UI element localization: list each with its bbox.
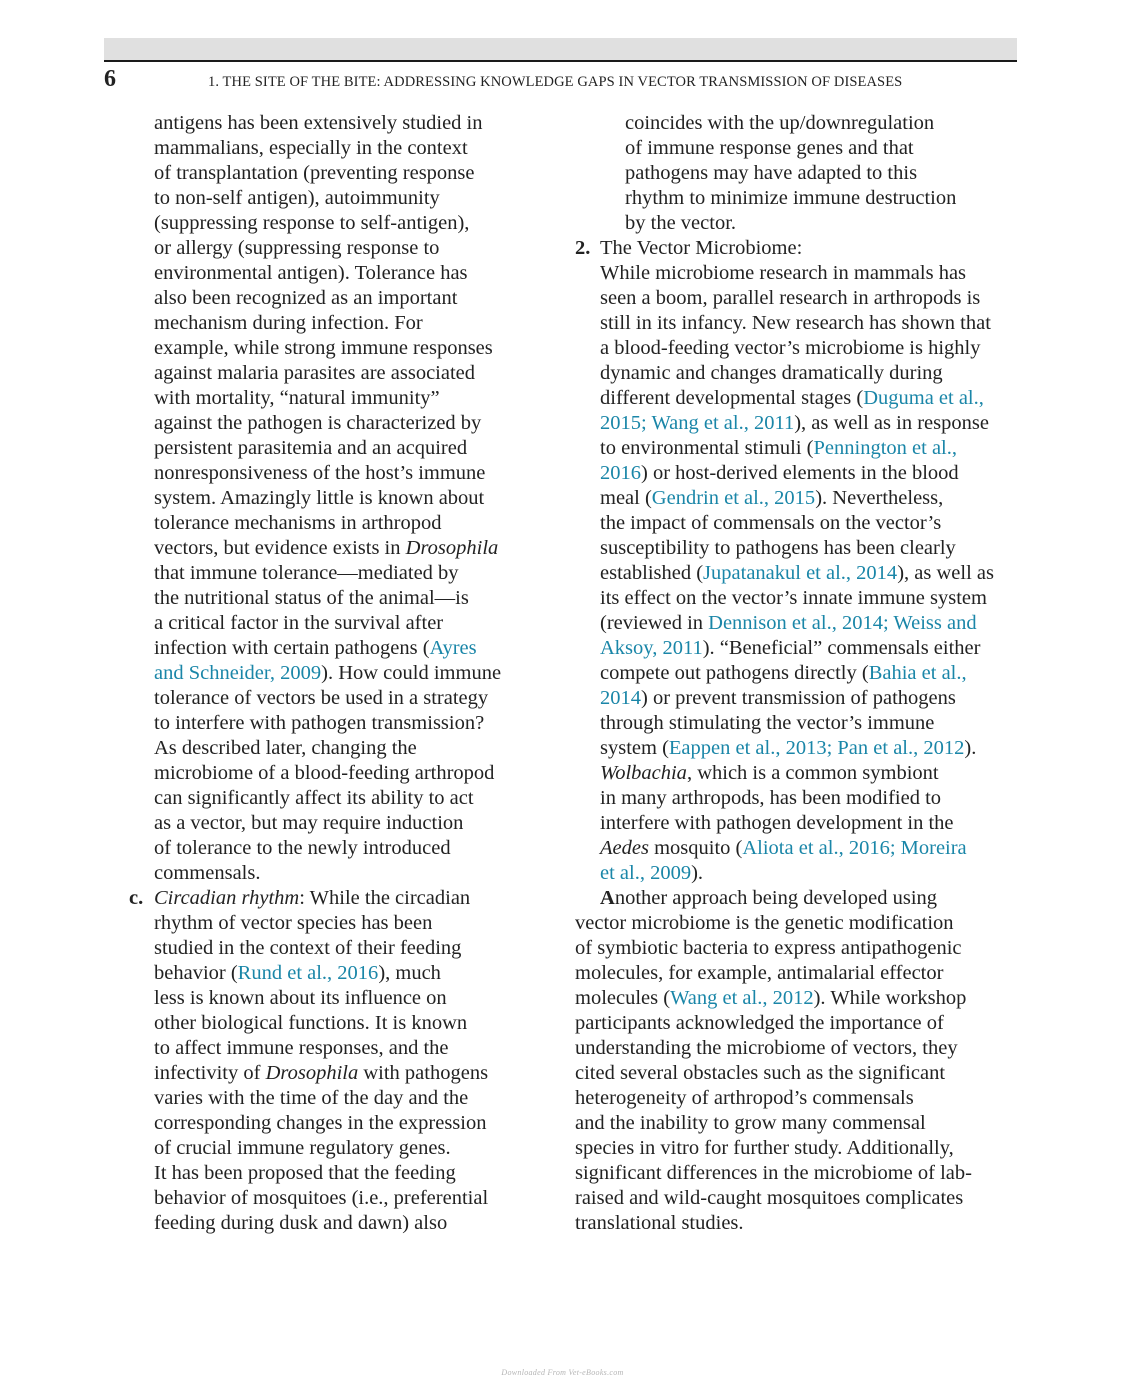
- text-line: to non-self antigen), autoimmunity: [154, 187, 440, 209]
- text-line: raised and wild-caught mosquitoes complicates: [575, 1187, 964, 1209]
- text-line: to affect immune responses, and the: [154, 1037, 449, 1059]
- text-run: ) or host-derived elements in the blood: [641, 462, 959, 484]
- text-run: ), much: [378, 962, 441, 984]
- text-run: nother approach being developed using: [614, 887, 938, 909]
- paragraph-initial: A: [600, 887, 615, 909]
- citation-link[interactable]: Pennington et al.,: [813, 437, 957, 459]
- text-line: microbiome of a blood-feeding arthropod: [154, 762, 495, 784]
- text-line: the impact of commensals on the vector’s: [600, 512, 942, 534]
- text-line: [575, 836, 1020, 861]
- text-run: (reviewed in: [600, 612, 709, 634]
- list-item-circadian: [129, 886, 549, 1236]
- text-line: other biological functions. It is known: [154, 1012, 468, 1034]
- text-line: of symbiotic bacteria to express antipathogenic: [575, 937, 962, 959]
- text-line: [575, 686, 1020, 711]
- text-run: mosquito (: [648, 837, 743, 859]
- list-marker: 2.: [575, 237, 591, 259]
- text-line: mammalians, especially in the context: [154, 137, 468, 159]
- text-line: and the inability to grow many commensal: [575, 1112, 926, 1134]
- citation-link[interactable]: 2015; Wang et al., 2011: [600, 412, 795, 434]
- text-line: tolerance mechanisms in arthropod: [154, 512, 442, 534]
- text-run: ).: [964, 737, 977, 759]
- text-line: participants acknowledged the importance of: [575, 1012, 944, 1034]
- text-line: significant differences in the microbiome of lab-: [575, 1162, 972, 1184]
- text-run: ), as well as in response: [794, 412, 989, 434]
- text-line: [575, 461, 1020, 486]
- text-line: understanding the microbiome of vectors, they: [575, 1037, 958, 1059]
- running-head: 1. THE SITE OF THE BITE: ADDRESSING KNOWLEDGE GAPS IN VECTOR TRANSMISSION OF DISEASES: [208, 74, 903, 90]
- text-line: that immune tolerance—mediated by: [154, 562, 459, 584]
- item-heading: Circadian rhythm: [154, 887, 300, 909]
- text-run: molecules (: [575, 987, 671, 1009]
- text-line: [575, 436, 1020, 461]
- text-line: its effect on the vector’s innate immune system: [600, 587, 987, 609]
- text-line: environmental antigen). Tolerance has: [154, 262, 468, 284]
- italic-term: Aedes: [600, 837, 649, 859]
- text-run: compete out pathogens directly (: [600, 662, 869, 684]
- tolerance-paragraph: [129, 111, 549, 886]
- text-run: to environmental stimuli (: [600, 437, 814, 459]
- text-run: system (: [600, 737, 669, 759]
- text-line: studied in the context of their feeding: [154, 937, 462, 959]
- text-line: of crucial immune regulatory genes.: [154, 1137, 451, 1159]
- citation-link[interactable]: Jupatanakul et al., 2014: [703, 562, 898, 584]
- text-line: of immune response genes and that: [625, 137, 914, 159]
- header-rule: [104, 60, 1017, 62]
- left-column: [129, 111, 549, 1236]
- text-run: vectors, but evidence exists in: [154, 537, 406, 559]
- text-line: As described later, changing the: [154, 737, 417, 759]
- text-run: ). “Beneficial” commensals either: [702, 637, 981, 659]
- text-run: with pathogens: [358, 1062, 489, 1084]
- text-line: as a vector, but may require induction: [154, 812, 464, 834]
- text-line: translational studies.: [575, 1212, 744, 1234]
- citation-link[interactable]: Wang et al., 2012: [670, 987, 814, 1009]
- text-line: antigens has been extensively studied in: [154, 112, 483, 134]
- text-run: ), as well as: [897, 562, 994, 584]
- text-run: ).: [691, 862, 704, 884]
- citation-link[interactable]: 2016: [600, 462, 641, 484]
- text-run: infectivity of: [154, 1062, 266, 1084]
- text-line: mechanism during infection. For: [154, 312, 423, 334]
- text-line: vector microbiome is the genetic modification: [575, 912, 954, 934]
- text-run: , which is a common symbiont: [686, 762, 939, 784]
- citation-link[interactable]: Aliota et al., 2016; Moreira: [742, 837, 967, 859]
- text-line: [575, 411, 1020, 436]
- text-line: [575, 886, 1020, 911]
- text-line: of tolerance to the newly introduced: [154, 837, 451, 859]
- citation-link[interactable]: Rund et al., 2016: [237, 962, 379, 984]
- text-line: through stimulating the vector’s immune: [600, 712, 935, 734]
- italic-term: Wolbachia: [600, 762, 687, 784]
- text-run: ) or prevent transmission of pathogens: [641, 687, 956, 709]
- text-line: pathogens may have adapted to this: [625, 162, 918, 184]
- header-band: [104, 38, 1017, 60]
- text-run: ). Nevertheless,: [815, 487, 944, 509]
- page-number: 6: [104, 66, 116, 92]
- text-line: the nutritional status of the animal—is: [154, 587, 469, 609]
- text-line: also been recognized as an important: [154, 287, 458, 309]
- text-line: [129, 1061, 549, 1086]
- text-line: [129, 536, 549, 561]
- text-line: of transplantation (preventing response: [154, 162, 475, 184]
- citation-link[interactable]: Bahia et al.,: [868, 662, 967, 684]
- text-line: rhythm to minimize immune destruction: [625, 187, 957, 209]
- circadian-continuation: [575, 111, 1020, 236]
- text-line: interfere with pathogen development in the: [600, 812, 954, 834]
- text-line: [575, 386, 1020, 411]
- text-line: (suppressing response to self-antigen),: [154, 212, 470, 234]
- right-column: [575, 111, 1020, 1236]
- text-line: While microbiome research in mammals has: [600, 262, 967, 284]
- text-line: system. Amazingly little is known about: [154, 487, 485, 509]
- text-line: molecules, for example, antimalarial effector: [575, 962, 944, 984]
- text-line: susceptibility to pathogens has been clearly: [600, 537, 956, 559]
- citation-link[interactable]: Ayres: [429, 637, 477, 659]
- text-line: [575, 736, 1020, 761]
- text-line: heterogeneity of arthropod’s commensals: [575, 1087, 914, 1109]
- text-line: feeding during dusk and dawn) also: [154, 1212, 448, 1234]
- text-line: can significantly affect its ability to act: [154, 787, 474, 809]
- text-line: [129, 886, 549, 911]
- text-line: a critical factor in the survival after: [154, 612, 444, 634]
- text-line: It has been proposed that the feeding: [154, 1162, 456, 1184]
- italic-term: Drosophila: [405, 537, 499, 559]
- citation-link[interactable]: et al., 2009: [600, 862, 692, 884]
- text-line: commensals.: [154, 862, 261, 884]
- text-run: ). How could immune: [321, 662, 502, 684]
- text-line: [575, 486, 1020, 511]
- text-line: rhythm of vector species has been: [154, 912, 433, 934]
- final-paragraph: [575, 886, 1020, 1236]
- citation-link[interactable]: Dennison et al., 2014; Weiss and: [708, 612, 977, 634]
- citation-link[interactable]: Eappen et al., 2013; Pan et al., 2012: [668, 737, 965, 759]
- citation-link[interactable]: and Schneider, 2009: [154, 662, 322, 684]
- text-line: cited several obstacles such as the significant: [575, 1062, 946, 1084]
- text-run: ). While workshop: [813, 987, 967, 1009]
- text-line: dynamic and changes dramatically during: [600, 362, 943, 384]
- text-line: [575, 761, 1020, 786]
- text-line: varies with the time of the day and the: [154, 1087, 469, 1109]
- item-heading: The Vector Microbiome:: [600, 237, 803, 259]
- text-line: persistent parasitemia and an acquired: [154, 437, 468, 459]
- list-item-vector-microbiome: [575, 236, 1020, 886]
- text-line: by the vector.: [625, 212, 737, 234]
- italic-term: Drosophila: [265, 1062, 359, 1084]
- text-run: : While the circadian: [299, 887, 471, 909]
- text-line: with mortality, “natural immunity”: [154, 387, 440, 409]
- text-line: [575, 236, 1020, 261]
- text-line: [575, 661, 1020, 686]
- text-line: species in vitro for further study. Additionally,: [575, 1137, 954, 1159]
- footer-watermark: Downloaded From Vet-eBooks.com: [501, 1368, 624, 1377]
- text-line: to interfere with pathogen transmission?: [154, 712, 485, 734]
- text-line: against malaria parasites are associated: [154, 362, 476, 384]
- text-run: different developmental stages (: [600, 387, 864, 409]
- text-line: in many arthropods, has been modified to: [600, 787, 942, 809]
- text-line: behavior of mosquitoes (i.e., preferential: [154, 1187, 489, 1209]
- citation-link[interactable]: Aksoy, 2011: [600, 637, 703, 659]
- text-line: [129, 661, 549, 686]
- text-line: [575, 861, 1020, 886]
- text-line: tolerance of vectors be used in a strategy: [154, 687, 489, 709]
- text-line: corresponding changes in the expression: [154, 1112, 487, 1134]
- text-run: meal (: [600, 487, 652, 509]
- text-line: seen a boom, parallel research in arthropods is: [600, 287, 981, 309]
- citation-link[interactable]: Gendrin et al., 2015: [651, 487, 816, 509]
- text-line: against the pathogen is characterized by: [154, 412, 482, 434]
- text-line: [575, 561, 1020, 586]
- text-line: [575, 986, 1020, 1011]
- text-line: [575, 611, 1020, 636]
- list-marker: c.: [129, 887, 144, 909]
- citation-link[interactable]: Duguma et al.,: [863, 387, 984, 409]
- citation-link[interactable]: 2014: [600, 687, 641, 709]
- text-line: example, while strong immune responses: [154, 337, 493, 359]
- text-line: still in its infancy. New research has shown that: [600, 312, 991, 334]
- text-line: a blood-feeding vector’s microbiome is highly: [600, 337, 981, 359]
- text-line: less is known about its influence on: [154, 987, 447, 1009]
- text-run: behavior (: [154, 962, 238, 984]
- text-run: established (: [600, 562, 704, 584]
- text-line: nonresponsiveness of the host’s immune: [154, 462, 486, 484]
- text-line: or allergy (suppressing response to: [154, 237, 440, 259]
- text-line: [129, 961, 549, 986]
- text-line: coincides with the up/downregulation: [625, 112, 935, 134]
- text-line: [575, 636, 1020, 661]
- text-line: [129, 636, 549, 661]
- text-run: infection with certain pathogens (: [154, 637, 430, 659]
